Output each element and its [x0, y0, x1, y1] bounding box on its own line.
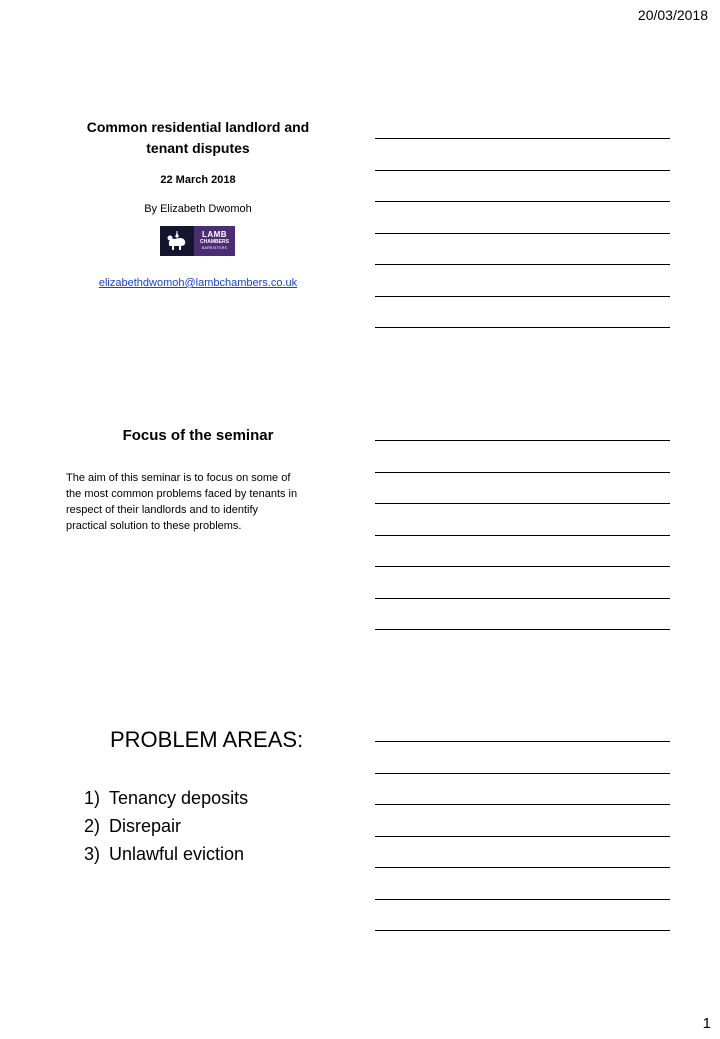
note-line [375, 867, 670, 868]
note-line [375, 773, 670, 774]
body-line: practical solution to these problems. [66, 520, 242, 532]
logo-wordmark: LAMB CHAMBERS BARRISTERS [194, 226, 235, 256]
note-line [375, 899, 670, 900]
body-line: respect of their landlords and to identify [66, 504, 259, 516]
slide1-title-line1: Common residential landlord and [86, 119, 310, 135]
note-line [375, 138, 670, 139]
note-line [375, 629, 670, 630]
slide1-author: By Elizabeth Dwomoh [144, 203, 252, 215]
note-line [375, 170, 670, 171]
slide1-title-line2: tenant disputes [146, 140, 250, 156]
list-item: 1) Tenancy deposits [84, 788, 249, 808]
note-line [375, 535, 670, 536]
note-line [375, 233, 670, 234]
note-line [375, 503, 670, 504]
note-line [375, 804, 670, 805]
email-link[interactable]: elizabethdwomoh@lambchambers.co.uk [98, 277, 298, 289]
lamb-chambers-logo [160, 226, 235, 256]
slide1-title [60, 117, 336, 159]
note-line [375, 836, 670, 837]
list-item: 3) Unlawful eviction [84, 844, 245, 864]
print-date: 20/03/2018 [637, 7, 708, 23]
problem-list [84, 784, 248, 868]
body-line: The aim of this seminar is to focus on some of [66, 472, 291, 484]
note-line [375, 327, 670, 328]
note-line [375, 566, 670, 567]
slide1-date: 22 March 2018 [160, 174, 236, 186]
slide2-body [66, 470, 338, 534]
slide3-title: PROBLEM AREAS: [110, 727, 304, 752]
note-line [375, 201, 670, 202]
list-item: 2) Disrepair [84, 816, 182, 836]
note-line [375, 930, 670, 931]
note-line [375, 296, 670, 297]
slide2-title: Focus of the seminar [122, 427, 274, 444]
lamb-icon [160, 226, 194, 256]
note-line [375, 598, 670, 599]
note-line [375, 440, 670, 441]
note-line [375, 741, 670, 742]
page-number: 1 [702, 1015, 711, 1032]
body-line: the most common problems faced by tenants in [66, 488, 298, 500]
note-line [375, 472, 670, 473]
note-line [375, 264, 670, 265]
